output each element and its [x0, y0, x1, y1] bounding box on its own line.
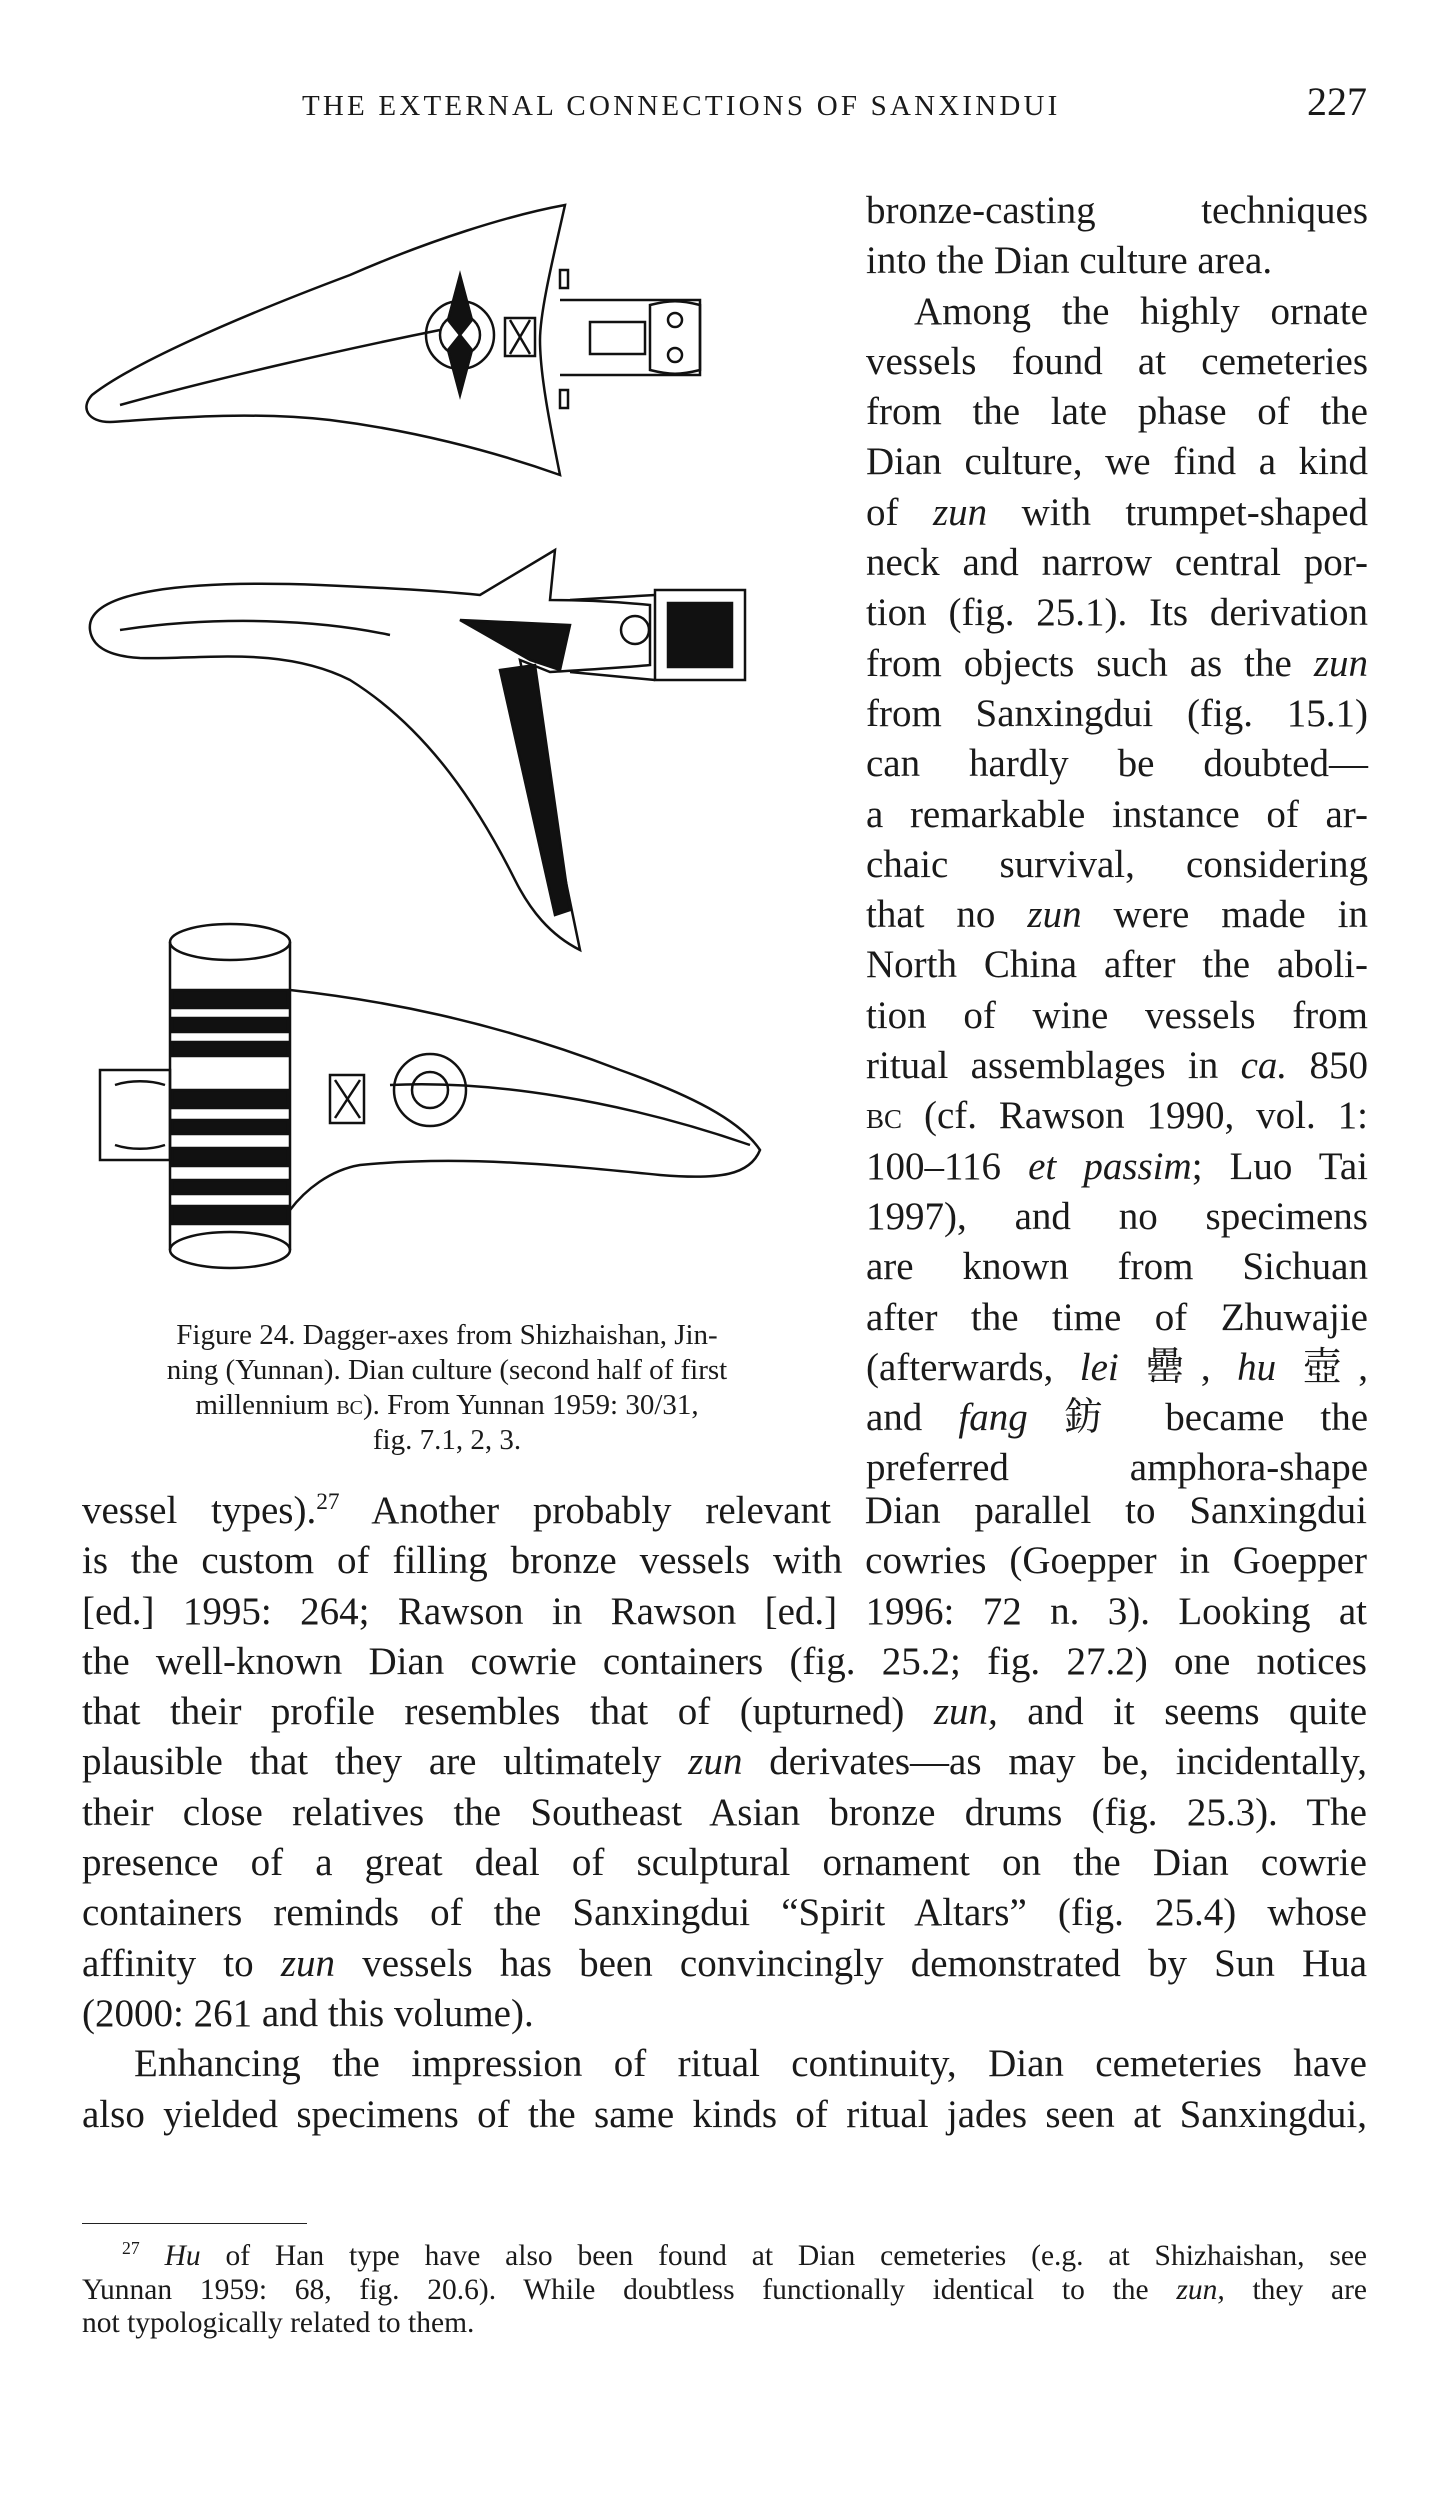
paragraph-start: Among the highly ornate: [914, 289, 1368, 333]
text-line: (afterwards, lei 罍, hu 壺,: [866, 1345, 1369, 1389]
text-line: also yielded specimens of the same kinds of ritual jades seen at Sanxingdui,: [82, 2092, 1367, 2136]
footnote: [82, 2240, 1367, 2341]
text-line: into the Dian culture area.: [866, 239, 1273, 283]
paragraph-start: Enhancing the impression of ritual continuity, Dian cemeteries have: [134, 2042, 1367, 2086]
text-line: tion of wine vessels from: [866, 993, 1368, 1037]
text-line: that no zun were made in: [866, 893, 1368, 937]
text-line: of zun with trumpet-shaped: [866, 490, 1369, 534]
text-line: after the time of Zhuwajie: [866, 1295, 1368, 1339]
text-line: from Sanxingdui (fig. 15.1): [866, 691, 1368, 735]
text-line: and fang 鈁 became the: [866, 1396, 1368, 1440]
text-line: is the custom of filling bronze vessels with cowries (Goepper in Goepper: [82, 1539, 1367, 1583]
text-line: 100–116 et passim; Luo Tai: [866, 1144, 1369, 1188]
page-header: [82, 78, 1367, 138]
footnote-line: not typologically related to them.: [82, 2307, 475, 2339]
text-line: [ed.] 1995: 264; Rawson in Rawson [ed.] 1996: 72 n. 3). Looking at: [82, 1589, 1367, 1633]
footnote-rule: [82, 2223, 307, 2224]
text-line: North China after the aboli-: [866, 943, 1368, 987]
text-line: can hardly be doubted—: [866, 742, 1368, 786]
footnote-ref: 27: [316, 1489, 340, 1515]
text-line: affinity to zun vessels has been convincingly demonstrated by Sun Hua: [82, 1941, 1368, 1985]
text-line: 1997), and no specimens: [866, 1194, 1368, 1238]
text-line: bronze-casting techniques: [866, 189, 1368, 232]
text-line: Dian culture, we find a kind: [866, 440, 1368, 484]
text-line: preferred amphora-shape: [866, 1446, 1368, 1490]
footnote-line: $^{27}$ Hu of Han type have also been found at Dian cemeteries (e.g. at Shizhaishan, see: [122, 2238, 1368, 2272]
text-line: the well-known Dian cowrie containers (fig. 25.2; fig. 27.2) one notices: [82, 1639, 1367, 1683]
text-line: vessels found at cemeteries: [866, 339, 1368, 383]
footnote-number: 27: [122, 2238, 140, 2259]
text-line: neck and narrow central por-: [866, 541, 1368, 585]
dagger-axe-2: [90, 550, 745, 950]
text-line: that their profile resembles that of (upturned) zun, and it seems quite: [82, 1690, 1368, 1734]
page-number: 227: [1307, 79, 1367, 124]
text-line: plausible that they are ultimately zun derivates—as may be, incidentally,: [82, 1740, 1368, 1784]
text-line: containers reminds of the Sanxingdui “Spirit Altars” (fig. 25.4) whose: [82, 1891, 1367, 1935]
body-text-full: [82, 1486, 1367, 2140]
text-line: bc (cf. Rawson 1990, vol. 1:: [866, 1094, 1368, 1138]
text-line: ritual assemblages in ca. 850: [866, 1044, 1369, 1088]
text-line: a remarkable instance of ar-: [866, 792, 1368, 836]
text-line: presence of a great deal of sculptural ornament on the Dian cowrie: [82, 1841, 1367, 1885]
text-line: vessel types).$^{27}$ Another probably relevant Dian parallel to Sanxingdui: [82, 1489, 1367, 1532]
figure-caption: Figure 24. Dagger-axes from Shizhaishan, Jin- ning (Yunnan). Dian culture (second half of first millennium bc). From Yunnan 1959: 30/31, fig. 7.1, 2, 3.: [166, 1319, 728, 1456]
dagger-axes-illustration: [60, 190, 820, 1310]
text-line: (2000: 261 and this volume).: [82, 1991, 534, 2035]
dagger-axe-1: [86, 205, 700, 475]
text-line: from objects such as the zun: [866, 641, 1368, 685]
text-line: chaic survival, considering: [866, 842, 1368, 886]
running-head: THE EXTERNAL CONNECTIONS OF SANXINDUI: [302, 90, 1061, 122]
figure-24: [60, 190, 820, 1390]
text-line: their close relatives the Southeast Asian bronze drums (fig. 25.3). The: [82, 1790, 1367, 1834]
body-text-column: [866, 186, 1368, 1494]
footnote-line: Yunnan 1959: 68, fig. 20.6). While doubtless functionally identical to the zun, they are: [82, 2273, 1368, 2306]
dagger-axe-3: [100, 924, 760, 1268]
text-line: from the late phase of the: [866, 390, 1368, 434]
text-line: tion (fig. 25.1). Its derivation: [866, 591, 1368, 635]
text-line: are known from Sichuan: [866, 1245, 1368, 1289]
